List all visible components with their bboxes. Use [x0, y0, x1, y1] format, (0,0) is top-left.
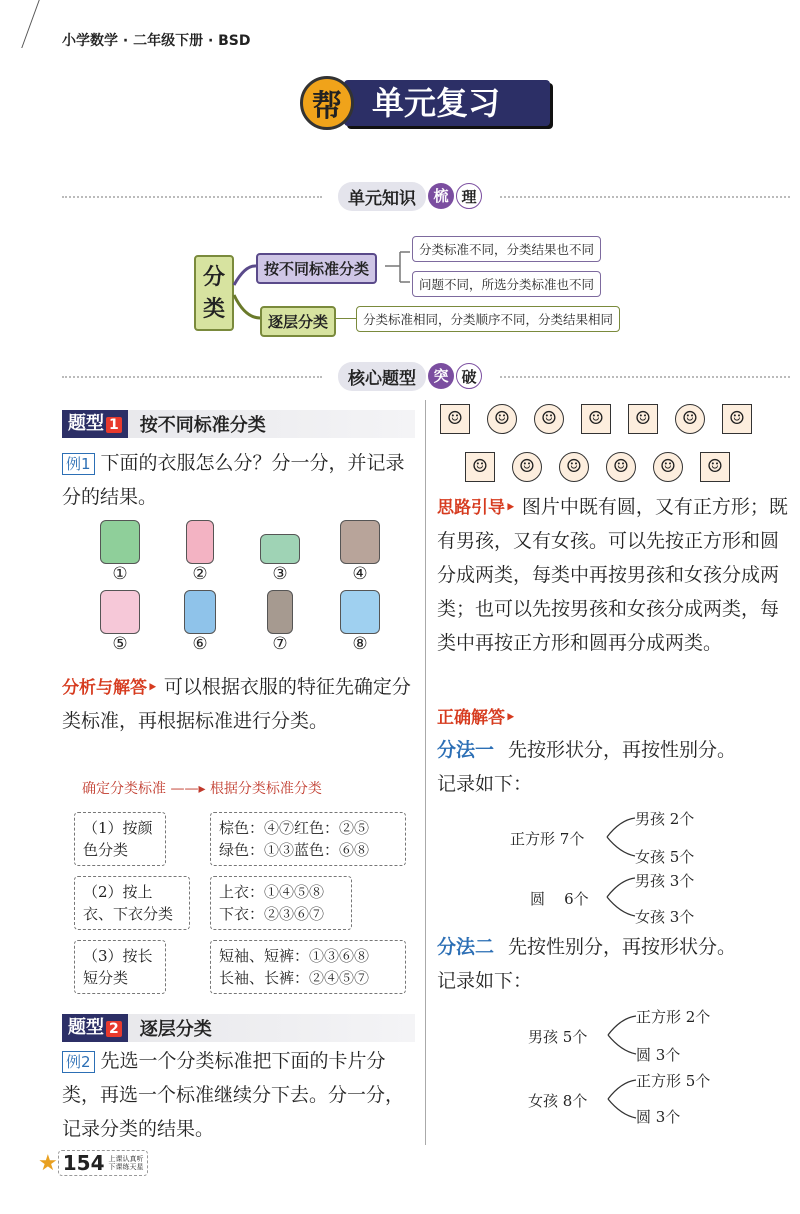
type2-heading: [62, 1014, 415, 1042]
page-corner-decoration: [21, 0, 60, 48]
root-label: 分类: [203, 265, 226, 322]
mindmap-leaf: 分类标准相同，分类顺序不同，分类结果相同: [356, 306, 620, 332]
divider: [62, 376, 322, 378]
section-title: 核心题型: [338, 362, 426, 391]
face-card-circle: ☺: [534, 404, 564, 434]
flow-line: 确定分类标准 ——▸ 根据分类标准分类: [82, 781, 322, 797]
face-card-square: ☺: [440, 404, 470, 434]
tree-method2: 男孩 5个 正方形 2个 圆 3个 女孩 8个 正方形 5个 圆 3个: [528, 1008, 711, 1126]
example-label: 例1: [62, 453, 95, 475]
bubble: 破: [456, 363, 482, 389]
mindmap-leaf: 问题不同，所选分类标准也不同: [412, 271, 601, 297]
bubble: 突: [428, 363, 454, 389]
tree-method1: 正方形 7个 男孩 2个 女孩 5个 圆 6个 男孩 3个 女孩 3个: [510, 810, 695, 926]
clothing-item: ⑧: [320, 590, 400, 654]
result-box: 上衣：①④⑤⑧ 下衣：②③⑥⑦: [210, 876, 352, 930]
face-card-circle: ☺: [487, 404, 517, 434]
footer-slogan: 上课认真听 下课练天星: [108, 1155, 144, 1171]
example1-question: 例1 下面的衣服怎么分？分一分，并记录分的结果。: [62, 452, 405, 508]
clothing-item: ④: [320, 520, 400, 584]
criterion-box: （2）按上衣、下衣分类: [74, 876, 190, 930]
running-header: 小学数学 · 二年级下册 · BSD: [62, 33, 251, 49]
bubble: 梳: [428, 183, 454, 209]
page-footer: [38, 1150, 148, 1176]
section-knowledge-heading: [320, 182, 500, 210]
clothing-item: ⑤: [80, 590, 160, 654]
face-card-circle: ☺: [512, 452, 542, 482]
type-title: 按不同标准分类: [139, 415, 266, 436]
face-card-circle: ☺: [675, 404, 705, 434]
face-card-square: ☺: [722, 404, 752, 434]
clothing-item: ③: [240, 520, 320, 584]
column-divider: [425, 400, 426, 1145]
example2-question: 例2 先选一个分类标准把下面的卡片分类，再选一个标准继续分下去。分一分，记录分类的结果。: [62, 1050, 405, 1140]
bubble: 理: [456, 183, 482, 209]
mindmap-branch-1: 按不同标准分类: [256, 253, 377, 284]
result-box: 短袖、短裤：①③⑥⑧ 长袖、长裤：②④⑤⑦: [210, 940, 406, 994]
face-card-circle: ☺: [559, 452, 589, 482]
method2: 分法二 先按性别分，再按形状分。 记录如下：: [437, 936, 737, 992]
star-mascot-icon: ★: [38, 1150, 58, 1176]
banner-title: 单元复习: [344, 80, 550, 126]
type-tag: 题型 2: [62, 1014, 128, 1042]
divider: [500, 196, 790, 198]
clothing-item: ⑥: [160, 590, 240, 654]
face-card-circle: ☺: [606, 452, 636, 482]
unit-review-banner: [300, 74, 550, 130]
connector: [336, 318, 356, 319]
type1-heading: [62, 410, 415, 438]
mindmap-leaf: 分类标准不同，分类结果也不同: [412, 236, 601, 262]
clothing-item: ⑦: [240, 590, 320, 654]
mindmap-root: [194, 255, 234, 331]
mindmap-branch-2: 逐层分类: [260, 306, 336, 337]
section-core-heading: [320, 362, 500, 390]
badge-icon: 帮: [300, 76, 354, 130]
answer-label: 正确解答‣: [437, 708, 516, 728]
clothes-grid: [80, 520, 400, 654]
type-title: 逐层分类: [139, 1019, 212, 1040]
face-card-square: ☺: [581, 404, 611, 434]
divider: [62, 196, 322, 198]
method1: 分法一 先按形状分，再按性别分。 记录如下：: [437, 739, 737, 795]
type-tag: 题型 1: [62, 410, 128, 438]
clothing-item: ①: [80, 520, 160, 584]
face-card-circle: ☺: [653, 452, 683, 482]
face-card-square: ☺: [465, 452, 495, 482]
face-cards-row-2: [465, 452, 747, 482]
hint: 思路引导‣ 图片中既有圆，又有正方形；既有男孩，又有女孩。可以先按正方形和圆分成两类，每类中再按男孩和女孩分成两类；也可以先按男孩和女孩分成两类，每类中再按正方形和圆再分成两类。: [437, 496, 788, 654]
result-box: 棕色：④⑦红色：②⑤ 绿色：①③蓝色：⑥⑧: [210, 812, 406, 866]
criterion-box: （1）按颜色分类: [74, 812, 166, 866]
clothing-item: ②: [160, 520, 240, 584]
divider: [500, 376, 790, 378]
example-label: 例2: [62, 1051, 95, 1073]
criterion-box: （3）按长短分类: [74, 940, 166, 994]
section-title: 单元知识: [338, 182, 426, 211]
analysis1: 分析与解答‣ 可以根据衣服的特征先确定分类标准，再根据标准进行分类。: [62, 676, 411, 732]
face-cards-row-1: [440, 404, 769, 434]
face-card-square: ☺: [700, 452, 730, 482]
page-number: 154: [62, 1151, 105, 1175]
face-card-square: ☺: [628, 404, 658, 434]
